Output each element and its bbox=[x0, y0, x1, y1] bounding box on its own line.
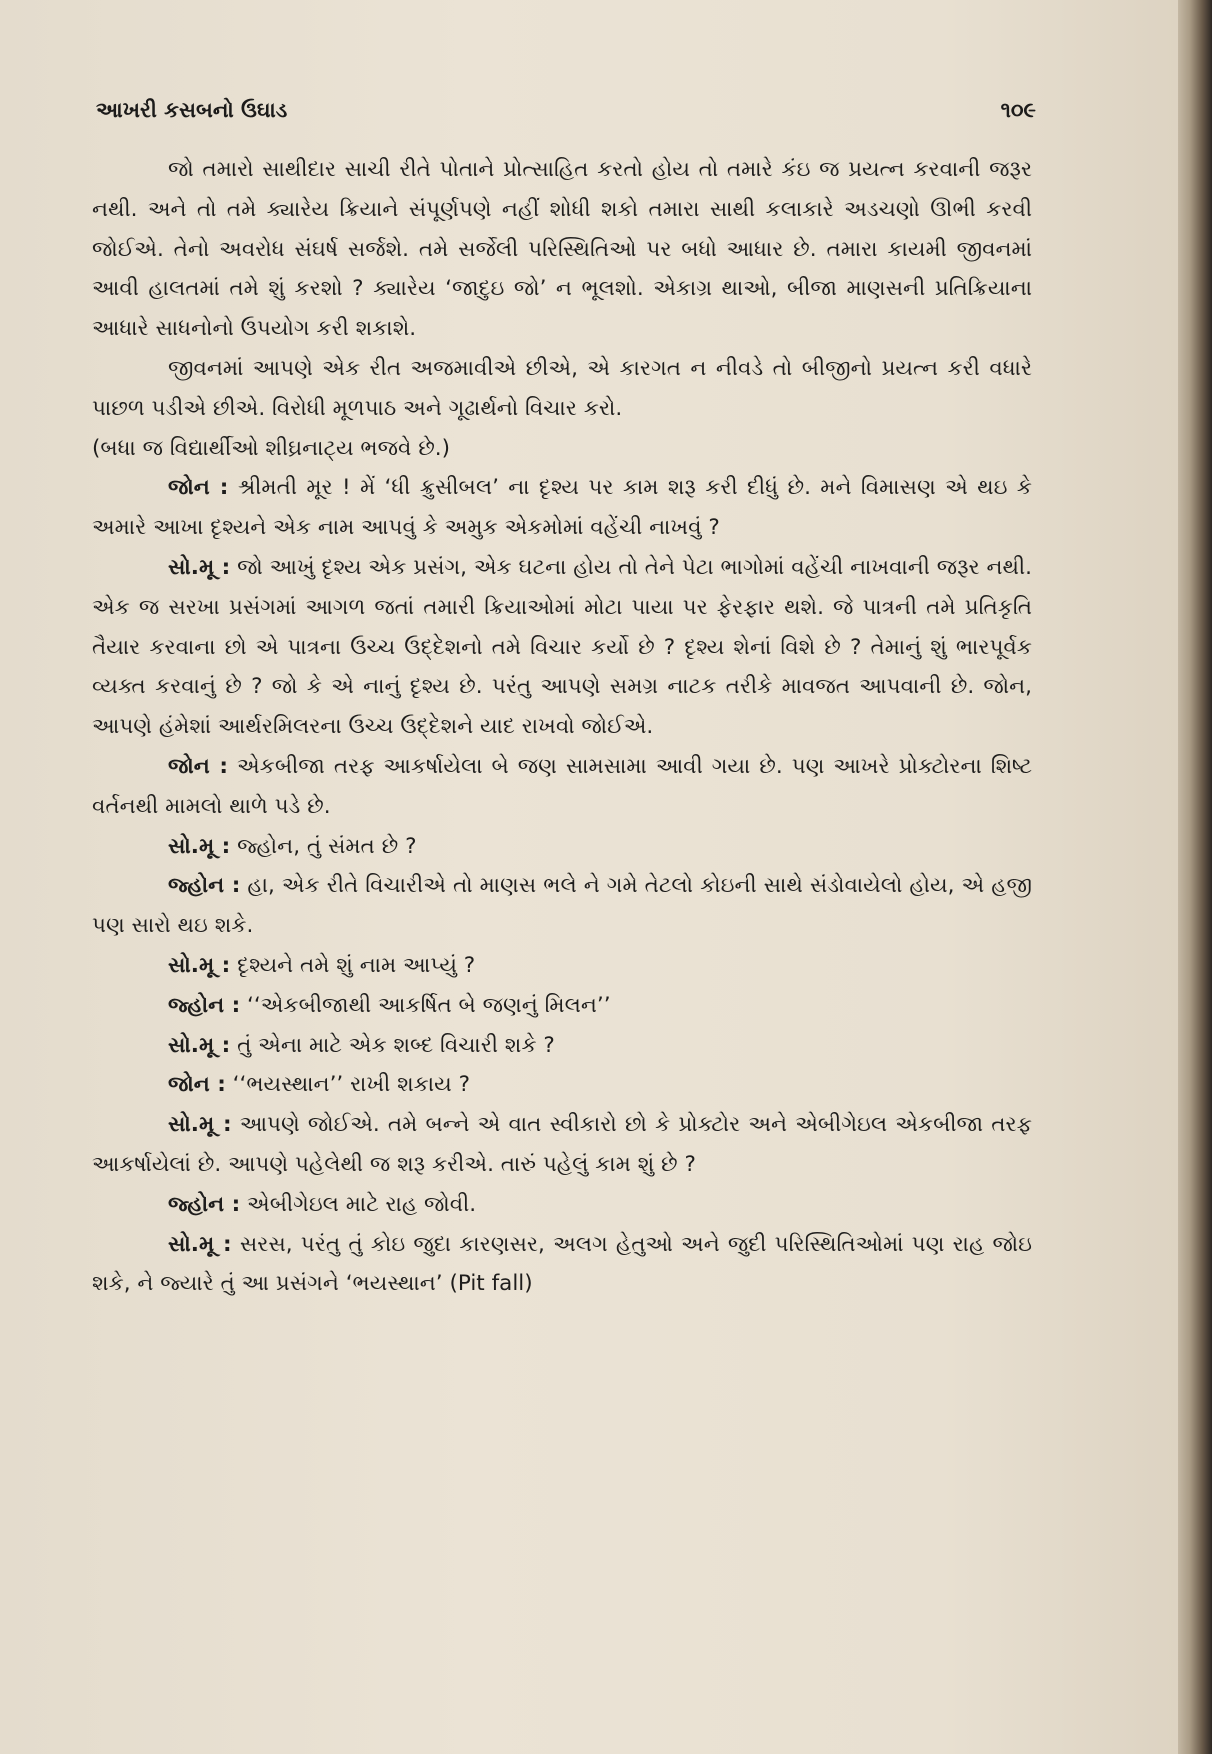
dialogue-paragraph bbox=[92, 747, 1032, 827]
dialogue-paragraph bbox=[92, 1026, 1032, 1066]
dialogue-paragraph bbox=[92, 468, 1032, 548]
paragraph-text: જો આખું દૃશ્ય એક પ્રસંગ, એક ઘટના હોય તો તેને પેટા ભાગોમાં વહેંચી નાખવાની જરૂર નથી. એક જ સરખા પ્રસંગમાં આગળ જતાં તમારી ક્રિયાઓમાં મોટા પાયા પર ફેરફાર થશે. જે પાત્રની તમે પ્રતિકૃતિ તૈયાર કરવાના છો એ પાત્રના ઉચ્ચ ઉદ્દેશનો તમે વિચાર કર્યો છે ? દૃશ્ય શેનાં વિશે છે ? તેમાનું શું ભારપૂર્વક વ્યક્ત કરવાનું છે ? જો કે એ નાનું દૃશ્ય છે. પરંતુ આપણે સમગ્ર નાટક તરીકે માવજત આપવાની છે. જોન, આપણે હંમેશાં આર્થરમિલરના ઉચ્ચ ઉદ્દેશને યાદ રાખવો જોઈએ. bbox=[92, 554, 1032, 740]
page-edge-shadow bbox=[1178, 0, 1212, 1754]
paragraph-text: ‘‘એકબીજાથી આકર્ષિત બે જણનું મિલન’’ bbox=[247, 992, 611, 1018]
speaker-label: જોન : bbox=[168, 1072, 226, 1098]
speaker-label: જ્હોન : bbox=[168, 992, 241, 1018]
paragraph-text: ‘‘ભયસ્થાન’’ રાખી શકાય ? bbox=[232, 1072, 470, 1098]
running-title: આખરી કસબનો ઉઘાડ bbox=[96, 98, 288, 122]
paragraph bbox=[92, 349, 1032, 429]
speaker-label: જ્હોન : bbox=[168, 1191, 241, 1217]
paragraph-text: (બધા જ વિદ્યાર્થીઓ શીઘ્રનાટ્ય ભજવે છે.) bbox=[92, 435, 451, 461]
paragraph-text: જ્હોન, તું સંમત છે ? bbox=[237, 833, 417, 859]
paragraph bbox=[92, 150, 1032, 349]
speaker-label: જોન : bbox=[168, 753, 228, 779]
speaker-label: સો.મૂ : bbox=[168, 1032, 231, 1058]
running-head bbox=[96, 98, 1036, 138]
dialogue-paragraph bbox=[92, 827, 1032, 867]
dialogue-paragraph bbox=[92, 1225, 1032, 1305]
paragraph-text: એકબીજા તરફ આકર્ષાયેલા બે જણ સામસામા આવી ગયા છે. પણ આખરે પ્રોક્ટોરના શિષ્ટ વર્તનથી મામલો થાળે પડે છે. bbox=[92, 753, 1032, 819]
dialogue-paragraph bbox=[92, 1065, 1032, 1105]
paragraph-text: હા, એક રીતે વિચારીએ તો માણસ ભલે ને ગમે તેટલો કોઇની સાથે સંડોવાયેલો હોય, એ હજી પણ સારો થઇ શકે. bbox=[92, 873, 1032, 939]
speaker-label: સો.મૂ : bbox=[168, 952, 231, 978]
dialogue-paragraph bbox=[92, 548, 1032, 747]
dialogue-paragraph bbox=[92, 946, 1032, 986]
dialogue-paragraph bbox=[92, 1105, 1032, 1185]
paragraph-text: દૃશ્યને તમે શું નામ આપ્યું ? bbox=[237, 952, 476, 978]
paragraph-text: શ્રીમતી મૂર ! મેં ‘ધી ક્રુસીબલ’ ના દૃશ્ય પર કામ શરૂ કરી દીધું છે. મને વિમાસણ એ થઇ કે અમારે આખા દૃશ્યને એક નામ આપવું કે અમુક એકમોમાં વહેંચી નાખવું ? bbox=[92, 475, 1032, 541]
paragraph-text: સરસ, પરંતુ તું કોઇ જુદા કારણસર, અલગ હેતુઓ અને જુદી પરિસ્થિતિઓમાં પણ રાહ જોઇ શકે, ને જ્યારે તું આ પ્રસંગને ‘ભયસ્થાન’ (Pit fall) bbox=[92, 1231, 1032, 1297]
speaker-label: સો.મૂ : bbox=[168, 554, 231, 580]
stage-direction bbox=[92, 429, 1032, 469]
speaker-label: સો.મૂ : bbox=[168, 1231, 232, 1257]
paragraph-text: એબીગેઇલ માટે રાહ જોવી. bbox=[247, 1191, 477, 1217]
page-number: ૧૦૯ bbox=[1000, 98, 1036, 122]
speaker-label: જ્હોન : bbox=[168, 873, 241, 899]
speaker-label: સો.મૂ : bbox=[168, 1112, 232, 1138]
dialogue-paragraph bbox=[92, 866, 1032, 946]
paragraph-text: જીવનમાં આપણે એક રીત અજમાવીએ છીએ, એ કારગત ન નીવડે તો બીજીનો પ્રયત્ન કરી વધારે પાછળ પડીએ છીએ. વિરોધી મૂળપાઠ અને ગૂઢાર્થનો વિચાર કરો. bbox=[92, 355, 1032, 421]
speaker-label: સો.મૂ : bbox=[168, 833, 231, 859]
paragraph-text: તું એના માટે એક શબ્દ વિચારી શકે ? bbox=[237, 1032, 555, 1058]
dialogue-paragraph bbox=[92, 1185, 1032, 1225]
dialogue-paragraph bbox=[92, 986, 1032, 1026]
paragraph-text: આપણે જોઈએ. તમે બન્ને એ વાત સ્વીકારો છો કે પ્રોક્ટોર અને એબીગેઇલ એકબીજા તરફ આકર્ષાયેલાં છે. આપણે પહેલેથી જ શરૂ કરીએ. તારું પહેલું કામ શું છે ? bbox=[92, 1112, 1032, 1177]
paragraph-text: જો તમારો સાથીદાર સાચી રીતે પોતાને પ્રોત્સાહિત કરતો હોય તો તમારે કંઇ જ પ્રયત્ન કરવાની જરૂર નથી. અને તો તમે ક્યારેય ક્રિયાને સંપૂર્ણપણે નહીં શોધી શકો તમારા સાથી કલાકારે અડચણો ઊભી કરવી જોઈએ. તેનો અવરોધ સંઘર્ષ સર્જશે. તમે સર્જેલી પરિસ્થિતિઓ પર બધો આધાર છે. તમારા કાયમી જીવનમાં આવી હાલતમાં તમે શું કરશો ? ક્યારેય ‘જાદુઇ જો’ ન ભૂલશો. એકાગ્ર થાઓ, બીજા માણસની પ્રતિક્રિયાના આધારે સાધનોનો ઉપયોગ કરી શકાશે. bbox=[92, 157, 1032, 342]
speaker-label: જોન : bbox=[168, 475, 229, 501]
body-text bbox=[92, 150, 1032, 1304]
